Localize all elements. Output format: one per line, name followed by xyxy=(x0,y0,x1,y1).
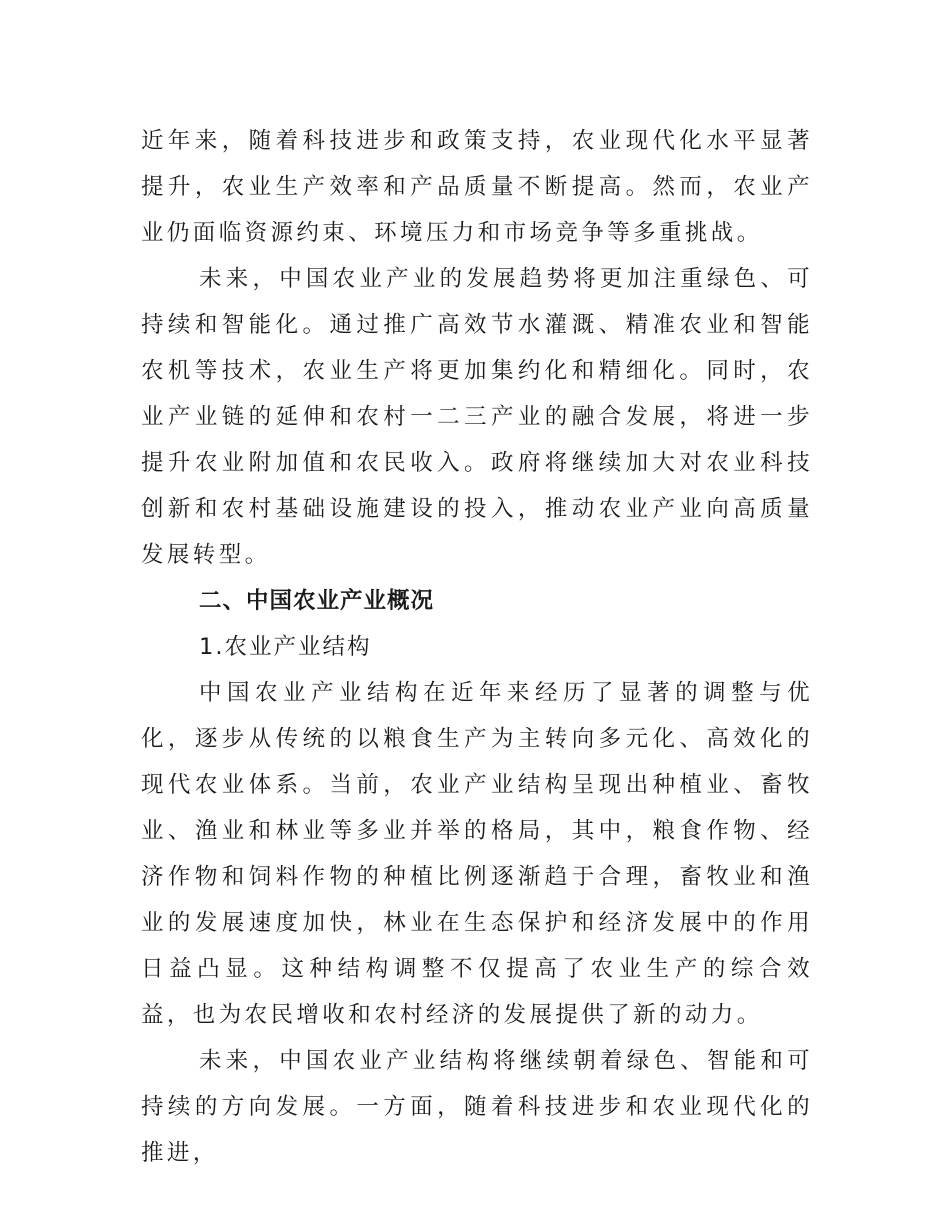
document-body xyxy=(141,118,813,1176)
paragraph-structure-future: 未来，中国农业产业结构将继续朝着绿色、智能和可持续的方向发展。一方面，随着科技进步和农业现代化的推进， xyxy=(141,1048,813,1166)
paragraph-industry-structure: 中国农业产业结构在近年来经历了显著的调整与优化，逐步从传统的以粮食生产为主转向多元化、高效化的现代农业体系。当前，农业产业结构呈现出种植业、畜牧业、渔业和林业等多业并举的格局，其中，粮食作物、经济作物和饲料作物的种植比例逐渐趋于合理，畜牧业和渔业的发展速度加快，林业在生态保护和经济发展中的作用日益凸显。这种结构调整不仅提高了农业生产的综合效益，也为农民增收和农村经济的发展提供了新的动力。 xyxy=(141,680,813,1028)
paragraph-continuation: 近年来，随着科技进步和政策支持，农业现代化水平显著提升，农业生产效率和产品质量不断提高。然而，农业产业仍面临资源约束、环境压力和市场竞争等多重挑战。 xyxy=(141,128,813,246)
subsection-heading: 1.农业产业结构 xyxy=(199,634,372,660)
paragraph-future-trends: 未来，中国农业产业的发展趋势将更加注重绿色、可持续和智能化。通过推广高效节水灌溉、精准农业和智能农机等技术，农业生产将更加集约化和精细化。同时，农业产业链的延伸和农村一二三产业的融合发展，将进一步提升农业附加值和农民收入。政府将继续加大对农业科技创新和农村基础设施建设的投入，推动农业产业向高质量发展转型。 xyxy=(141,266,813,568)
section-heading: 二、中国农业产业概况 xyxy=(199,588,435,614)
